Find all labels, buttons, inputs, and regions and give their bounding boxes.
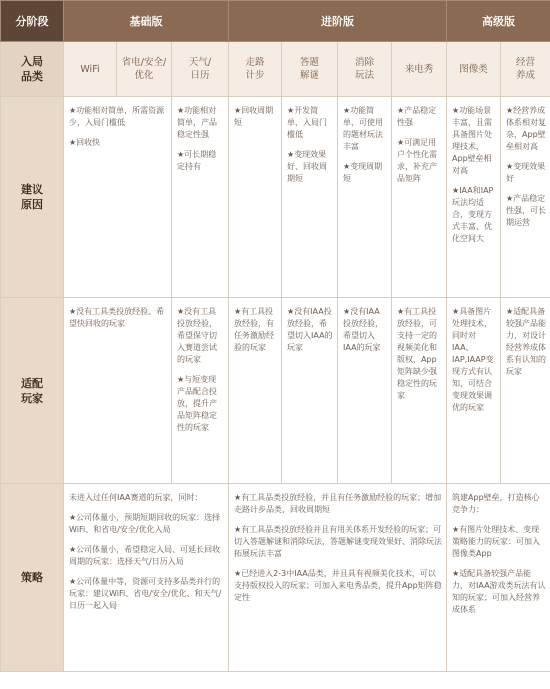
players-row <box>1 298 550 484</box>
strategy-row-label: 策略 <box>1 484 64 672</box>
header-row <box>1 1 550 42</box>
category-match-play: 消除 玩法 <box>338 42 392 97</box>
players-walk: ★有工具投放经验，有任务激励经验的玩家 <box>229 298 282 484</box>
reasons-match: ★功能简单，可使用的题材玩法丰富 ★变现周期短 <box>338 97 392 298</box>
category-call-show: 来电秀 <box>392 42 447 97</box>
players-image: ★具备图片处理技术，同时对IAA、IAP,IAAP变现方式有认知，可结合变现效果调优的玩家 <box>447 298 501 484</box>
reasons-sim: ★经营养成体系相对复杂，App壁垒相对高 ★变现效果好 ★产品稳定性强，可长期运营 <box>501 97 550 298</box>
category-row <box>1 42 550 97</box>
advanced-tier-header: 进阶版 <box>229 1 447 42</box>
strategy-basic: 未进入过任何IAA赛道的玩家，同时： ★公司体量小，预期短期回收的玩家：选择WiFi、和省电/安全/优化入局 ★公司体量小，希望稳定入局、可延长回收周期的玩家：选择天气/日历入局 ★公司体量中等，资源可支持多品类并行的玩家：建议WiFi、省电/安全/优化、和天气/日历一起入局 <box>64 484 229 672</box>
category-row-label: 入局 品类 <box>1 42 64 97</box>
reasons-row-label: 建议 原因 <box>1 97 64 298</box>
category-quiz-puzzle: 答题 解谜 <box>282 42 338 97</box>
strategy-advanced: ★有工具品类投放经验，并且有任务激励经验的玩家；增加走路计步品类，回收周期短 ★有工具品类投放经验并且有用关体系开发经验的玩家；可切入答题解谜和消除玩法，答题解谜变现效果好、消除玩法拓展玩法丰富 ★已经进入2-3中IAA品类，并且具有视频美化技术，可以支持版权投入的玩家；可加入来电秀品类，提升App矩阵稳定性 <box>229 484 447 672</box>
reasons-callshow: ★产品稳定性强 ★可满足用户个性化需求，补充产品矩阵 <box>392 97 447 298</box>
category-image: 图像类 <box>447 42 501 97</box>
stage-header: 分阶段 <box>1 1 64 42</box>
strategy-premium: 筑建App壁垒，打造核心竞争力： ★有图片处理技术、变现策略能力的玩家：可加入图像类App ★适配具备较强产品能力，对IAA游戏类玩法有认知的玩家；可加入经营养成体系 <box>447 484 550 672</box>
reasons-row <box>1 97 550 298</box>
players-sim: ★适配具备较强产品能力，对设计经营养成体系有认知的玩家 <box>501 298 550 484</box>
players-quiz: ★没有IAA投放经验，希望切入IAA的玩家 <box>282 298 338 484</box>
category-weather-calendar: 天气/ 日历 <box>172 42 229 97</box>
category-sim-management: 经营 养成 <box>501 42 550 97</box>
category-walk-step: 走路 计步 <box>229 42 282 97</box>
players-row-label: 适配 玩家 <box>1 298 64 484</box>
reasons-walk: ★回收周期短 <box>229 97 282 298</box>
strategy-row <box>1 484 550 672</box>
players-wifi-power: ★没有工具类投放经验、希望快回收的玩家 <box>64 298 172 484</box>
reasons-weather: ★功能相对简单，产品稳定性强 ★可长期稳定持有 <box>172 97 229 298</box>
category-wifi: WiFi <box>64 42 117 97</box>
premium-tier-header: 高级版 <box>447 1 550 42</box>
players-weather: ★没有工具投放经验，希望保守切入赛道尝试的玩家 ★与短变现产品配合投放，提升产品矩阵稳定性的玩家 <box>172 298 229 484</box>
reasons-quiz: ★开发简单，入局门槛低 ★变现效果好、回收周期短 <box>282 97 338 298</box>
basic-tier-header: 基础版 <box>64 1 229 42</box>
category-power-security: 省电/安全/ 优化 <box>117 42 172 97</box>
players-match: ★没有IAA投放经验，希望切入IAA的玩家 <box>338 298 392 484</box>
reasons-wifi-power: ★功能相对简单，所需资源少，入局门槛低 ★回收快 <box>64 97 172 298</box>
players-callshow: ★有工具投放经验，可支持一定的视频美化和版权，App矩阵缺少强稳定性的玩家 <box>392 298 447 484</box>
reasons-image: ★功能场景丰富，且需具备图片处理技术，App壁垒相对高 ★IAA和IAP玩法均适合，变现方式丰富、优化空间大 <box>447 97 501 298</box>
